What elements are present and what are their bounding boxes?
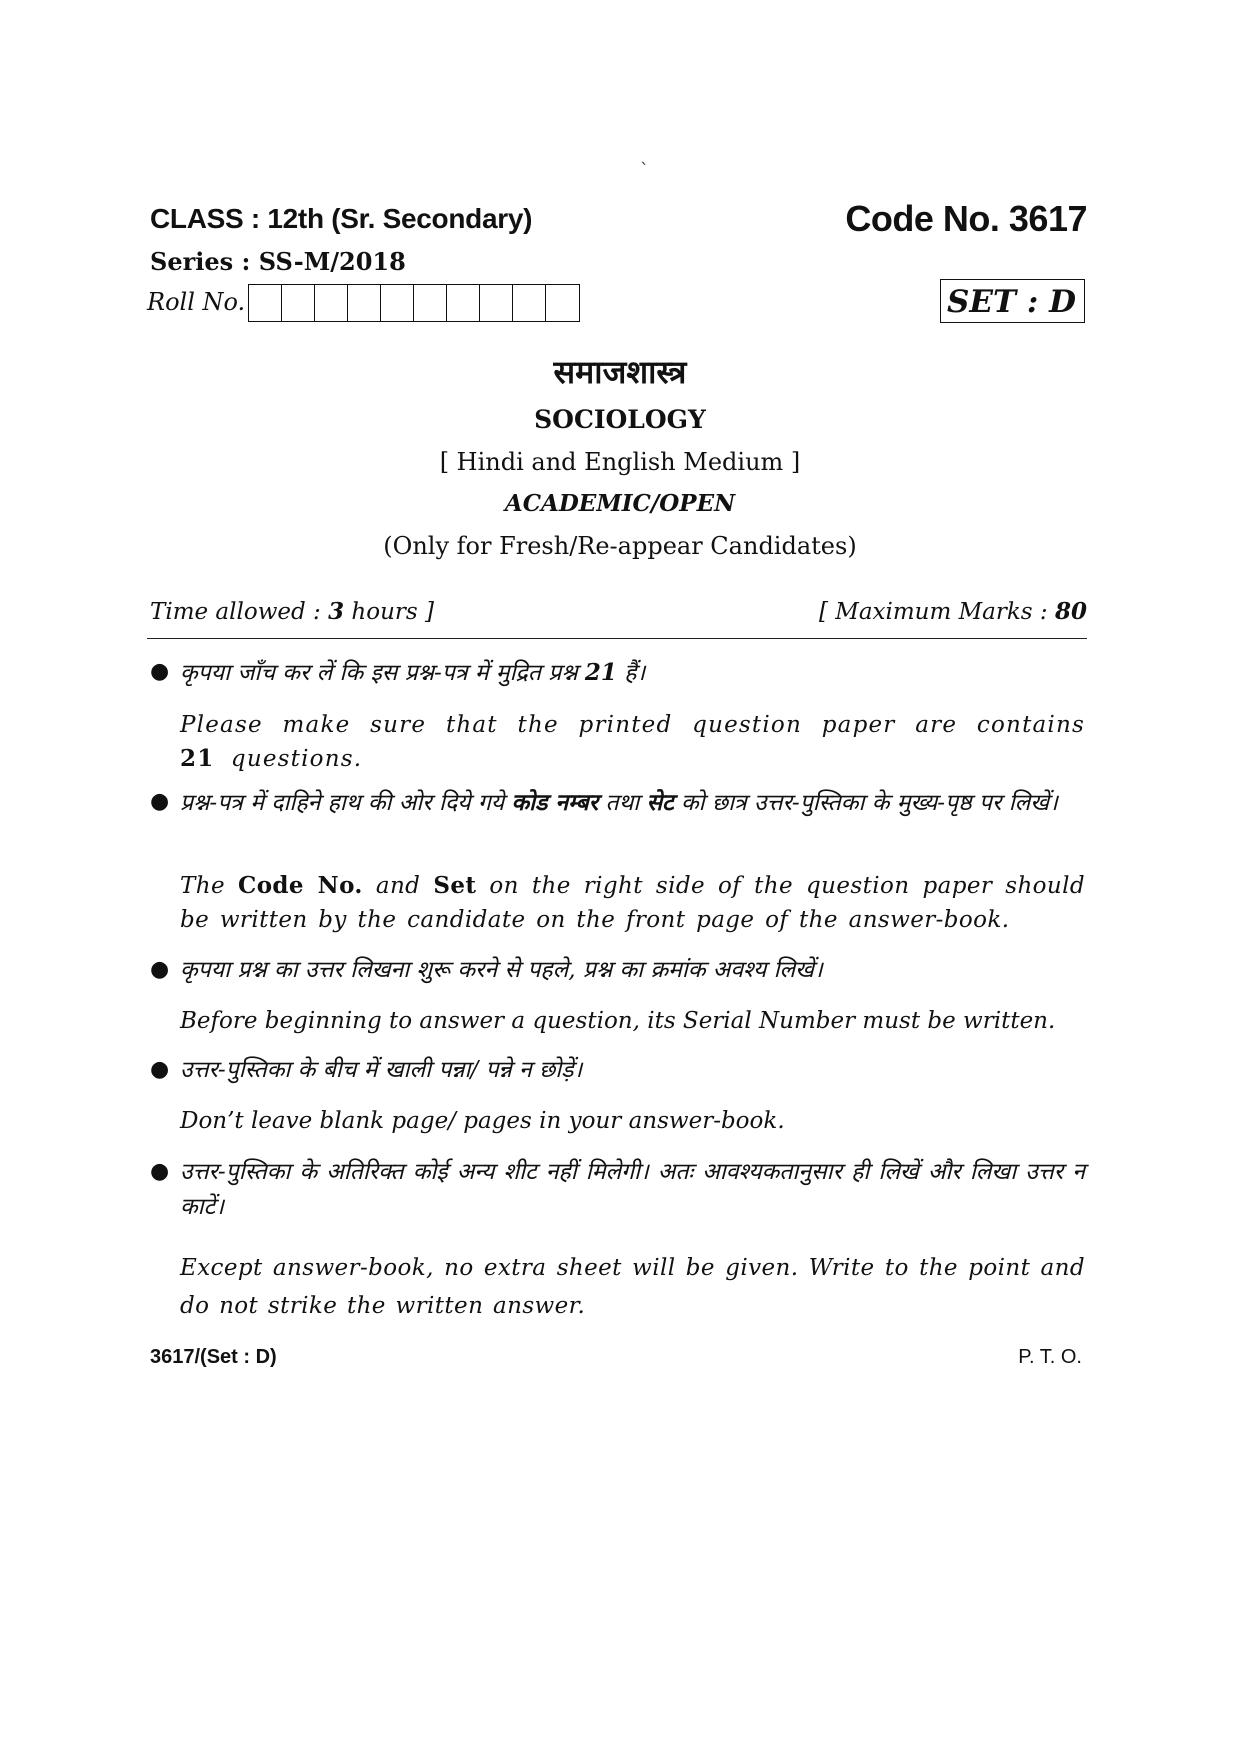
instruction-hindi: उत्तर-पुस्तिका के अतिरिक्त कोई अन्य शीट नहीं मिलेगी। अतः आवश्यकतानुसार ही लिखें और लिखा उत्तर न काटें।: [180, 1159, 1085, 1220]
bullet-icon: ●: [150, 1159, 170, 1184]
roll-digit-box: [249, 285, 282, 321]
medium-note: [ Hindi and English Medium ]: [439, 448, 801, 476]
instruction-english: Please make sure that the printed question paper are contains 21 questions.: [180, 712, 1085, 772]
set-label: SET : D: [940, 279, 1085, 323]
roll-digit-box: [381, 285, 414, 321]
roll-digit-box: [546, 285, 579, 321]
stream-label: ACADEMIC/OPEN: [504, 490, 736, 517]
roll-digit-box: [447, 285, 480, 321]
header-divider: [147, 638, 1087, 639]
hindi-title: समाजशास्त्र: [553, 353, 687, 391]
roll-number-label: Roll No.: [147, 288, 246, 316]
code-number: Code No. 3617: [845, 198, 1087, 239]
marks-value: 80: [1054, 598, 1087, 625]
instruction-hindi: उत्तर-पुस्तिका के बीच में खाली पन्ना/ पन्ने न छोड़ें।: [180, 1057, 583, 1083]
time-value: 3: [328, 598, 345, 625]
subject-title: SOCIOLOGY: [534, 405, 706, 434]
roll-digit-box: [513, 285, 546, 321]
instruction-english: The Code No. and Set on the right side of the question paper should be written by the candidate on the front page of the answer-book.: [180, 872, 1086, 933]
roll-digit-box: [414, 285, 447, 321]
instruction-hindi: कृपया प्रश्न का उत्तर लिखना शुरू करने से पहले, प्रश्न का क्रमांक अवश्य लिखें।: [180, 957, 823, 983]
roll-digit-box: [348, 285, 381, 321]
roll-digit-box: [282, 285, 315, 321]
instruction-english: Don’t leave blank page/ pages in your answer-book.: [180, 1108, 785, 1134]
instruction-hindi: प्रश्न-पत्र में दाहिने हाथ की ओर दिये गये कोड नम्बर तथा सेट को छात्र उत्तर-पुस्तिका के मुख्य-पृष्ठ पर लिखें।: [180, 789, 1058, 816]
instruction-english: Before beginning to answer a question, its Serial Number must be written.: [180, 1008, 1056, 1034]
bullet-icon: ●: [150, 957, 170, 982]
series-label: Series : SS-M/2018: [150, 247, 406, 276]
instruction-english: Except answer-book, no extra sheet will be given. Write to the point and do not strike the written answer.: [180, 1255, 1085, 1319]
roll-digit-box: [480, 285, 513, 321]
candidates-note: (Only for Fresh/Re-appear Candidates): [383, 532, 857, 560]
maximum-marks: [ Maximum Marks : 80: [818, 598, 1087, 625]
roll-digit-box: [315, 285, 348, 321]
class-heading: CLASS : 12th (Sr. Secondary): [150, 203, 533, 234]
bullet-icon: ●: [150, 659, 170, 684]
instruction-hindi: कृपया जाँच कर लें कि इस प्रश्न-पत्र में मुद्रित प्रश्न 21 हैं।: [180, 659, 646, 686]
page-turn-note: P. T. O.: [1018, 1346, 1082, 1368]
time-allowed: Time allowed : 3 hours ]: [150, 598, 434, 625]
bullet-icon: ●: [150, 789, 170, 814]
roll-number-boxes: [248, 284, 580, 322]
footer-code: 3617/(Set : D): [150, 1346, 277, 1368]
stray-mark: `: [640, 160, 649, 181]
bullet-icon: ●: [150, 1057, 170, 1082]
